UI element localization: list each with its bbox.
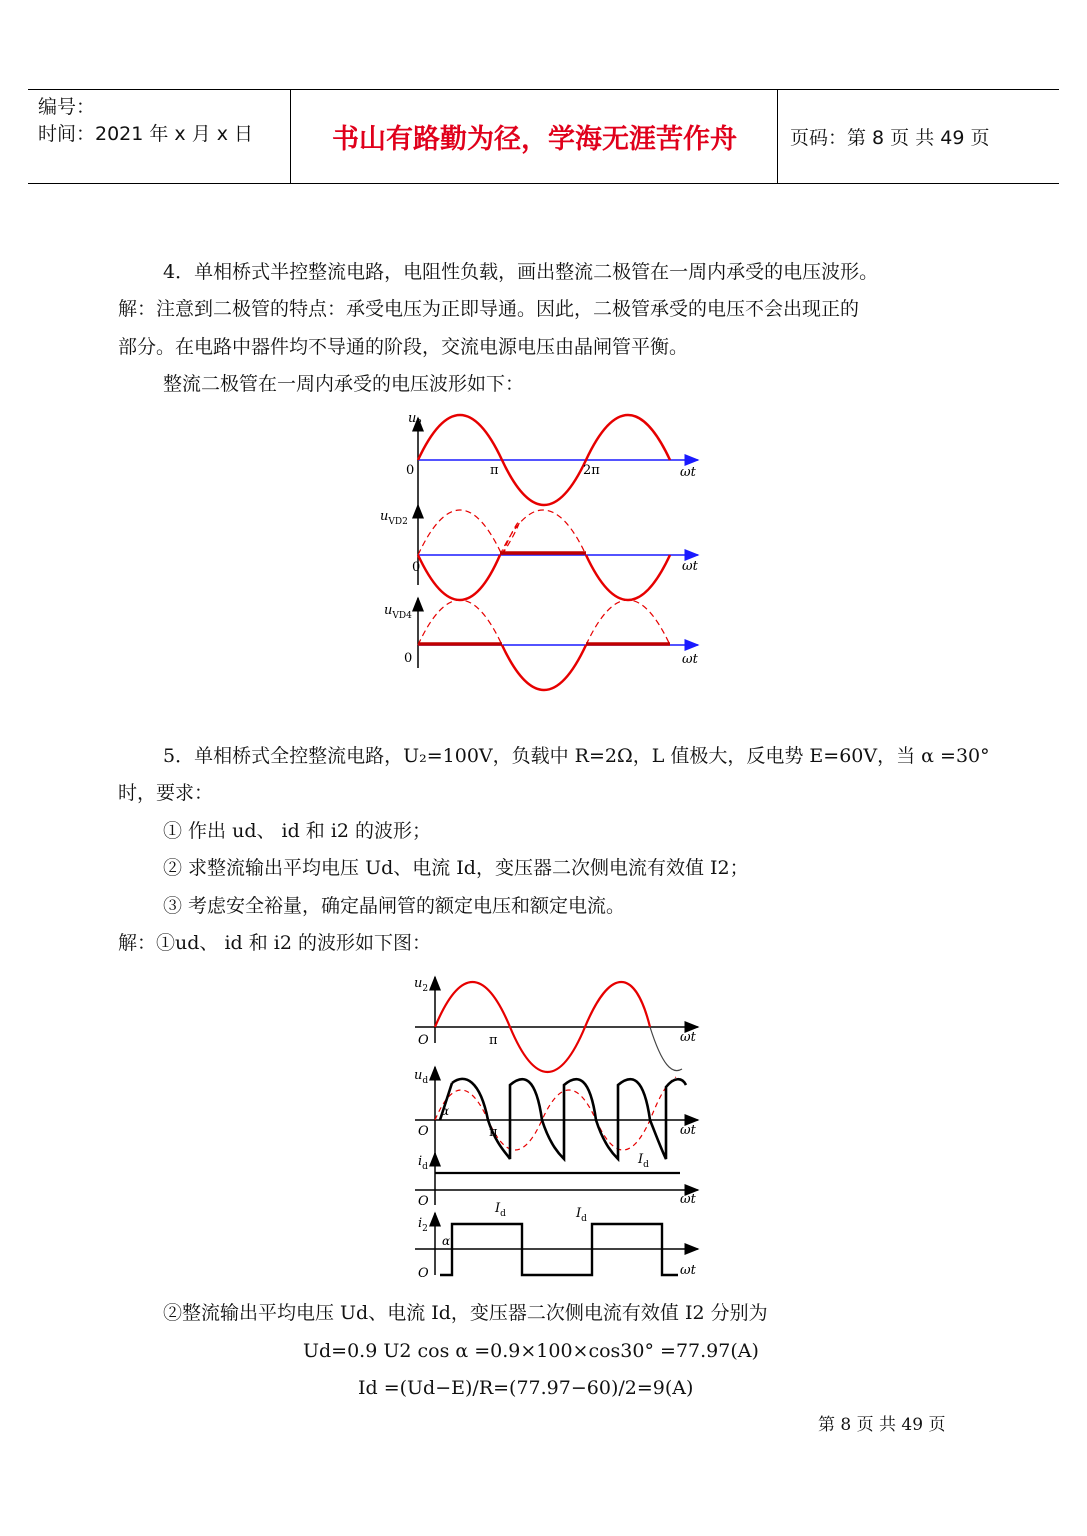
Id-label: I	[576, 1206, 582, 1221]
serial-label: 编号：	[38, 96, 96, 118]
svg-text:uVD4	[384, 603, 412, 621]
u2-panel	[414, 976, 698, 1072]
header-page-label: 页码：第 8 页 共 49 页	[790, 127, 990, 149]
origin-label: 0	[412, 560, 421, 575]
i2-panel	[415, 1201, 698, 1281]
u2-label: u	[414, 976, 423, 991]
page-header	[28, 89, 1059, 184]
svg-text:Id	[494, 1201, 506, 1219]
Id-label: I	[495, 1201, 501, 1216]
wt-label: ωt	[680, 1123, 696, 1138]
Id-sub: d	[643, 1160, 649, 1170]
svg-text:Id	[637, 1152, 649, 1170]
u2-panel	[406, 411, 698, 505]
id-panel	[415, 1152, 698, 1209]
uvd2-dashed-wave	[418, 510, 586, 555]
formula-id: Id =(Ud−E)/R=(77.97−60)/2=9(A)	[358, 1377, 694, 1399]
uvd2-label: u	[380, 509, 389, 524]
uvd4-label: u	[384, 603, 393, 618]
Id-label: I	[638, 1152, 644, 1167]
formula-ud: Ud=0.9 U2 cos α =0.9×100×cos30° =77.97(A)	[303, 1340, 759, 1362]
ud-sub: d	[422, 1076, 429, 1086]
ud-label: u	[414, 1068, 423, 1083]
q5-question-line2: 时，要求：	[118, 782, 214, 804]
wt-label: ωt	[680, 1030, 696, 1045]
origin-label: O	[418, 1194, 429, 1209]
svg-text:u2	[414, 976, 428, 994]
q5-requirement-3: ③ 考虑安全裕量，确定晶闸管的额定电压和额定电流。	[163, 895, 626, 917]
q5-requirement-2: ② 求整流输出平均电压 Ud、电流 Id，变压器二次侧电流有效值 I2；	[163, 857, 749, 879]
svg-text:uVD2	[380, 509, 408, 527]
u2-sub: 2	[416, 419, 423, 429]
svg-text:u2	[408, 411, 422, 429]
origin-label: 0	[406, 463, 415, 478]
q5-waveform-figure	[400, 965, 710, 1285]
uvd4-wave	[502, 645, 586, 690]
id-sub: d	[422, 1162, 428, 1172]
q4-answer-line2: 部分。在电路中器件均不导通的阶段，交流电源电压由晶闸管平衡。	[118, 336, 689, 358]
wt-label: ωt	[682, 652, 698, 667]
ud-panel	[414, 1067, 698, 1159]
uvd4-panel	[384, 598, 699, 690]
wt-label: ωt	[680, 1192, 696, 1207]
svg-text:id	[418, 1154, 428, 1172]
i2-label: i	[418, 1216, 423, 1231]
wt-label: ωt	[682, 559, 698, 574]
q4-answer-line1: 解：注意到二极管的特点：承受电压为正即导通。因此，二极管承受的电压不会出现正的	[118, 298, 860, 320]
pi-label: π	[490, 463, 499, 478]
svg-text:Id	[575, 1206, 587, 1224]
uvd4-sub: VD4	[392, 611, 412, 621]
page-footer: 第 8 页 共 49 页	[818, 1415, 946, 1435]
q4-figure-caption: 整流二极管在一周内承受的电压波形如下：	[163, 373, 525, 395]
q5-question-line1: 5．单相桥式全控整流电路，U₂=100V，负载中 R=2Ω，L 值极大，反电势 E=60V，当 α =30°	[163, 745, 990, 767]
header-left	[38, 94, 253, 148]
id-label: i	[418, 1154, 423, 1169]
pi-label: π	[489, 1033, 498, 1048]
origin-label: 0	[404, 651, 413, 666]
origin-label: O	[418, 1033, 429, 1048]
i2-sub: 2	[422, 1224, 428, 1234]
u2-wave-tail	[650, 1027, 682, 1071]
wt-label: ωt	[680, 465, 696, 480]
ud-dashed-wave	[435, 1077, 676, 1150]
two-pi-label: 2π	[583, 463, 600, 478]
Id-sub: d	[500, 1209, 506, 1219]
u2-label: u	[408, 411, 417, 426]
time-label: 时间：2021 年 x 月 x 日	[38, 123, 254, 145]
u2-sub: 2	[422, 984, 429, 994]
svg-text:i2	[418, 1216, 428, 1234]
ud-wave	[452, 1079, 686, 1159]
uvd2-sub: VD2	[388, 517, 408, 527]
header-divider	[777, 90, 778, 183]
header-motto: 书山有路勤为径，学海无涯苦作舟	[332, 124, 737, 155]
uvd4-dashed-wave	[418, 600, 670, 645]
alpha-label: α	[442, 1234, 451, 1248]
Id-sub: d	[581, 1214, 587, 1224]
q4-waveform-figure	[370, 400, 710, 700]
origin-label: O	[418, 1266, 429, 1281]
origin-label: O	[418, 1124, 429, 1139]
svg-text:ud	[414, 1068, 428, 1086]
uvd2-wave	[418, 555, 670, 600]
q5-requirement-1: ① 作出 ud、 id 和 i2 的波形；	[163, 820, 432, 842]
uvd2-panel	[380, 505, 699, 600]
alpha-label: α	[441, 1104, 450, 1118]
wt-label: ωt	[680, 1263, 696, 1278]
pi-label: π	[489, 1125, 498, 1140]
q5-answer-1: 解：①ud、 id 和 i2 的波形如下图：	[118, 932, 431, 954]
q4-question: 4．单相桥式半控整流电路，电阻性负载，画出整流二极管在一周内承受的电压波形。	[163, 261, 879, 283]
q5-answer-2: ②整流输出平均电压 Ud、电流 Id，变压器二次侧电流有效值 I2 分别为	[163, 1302, 768, 1324]
